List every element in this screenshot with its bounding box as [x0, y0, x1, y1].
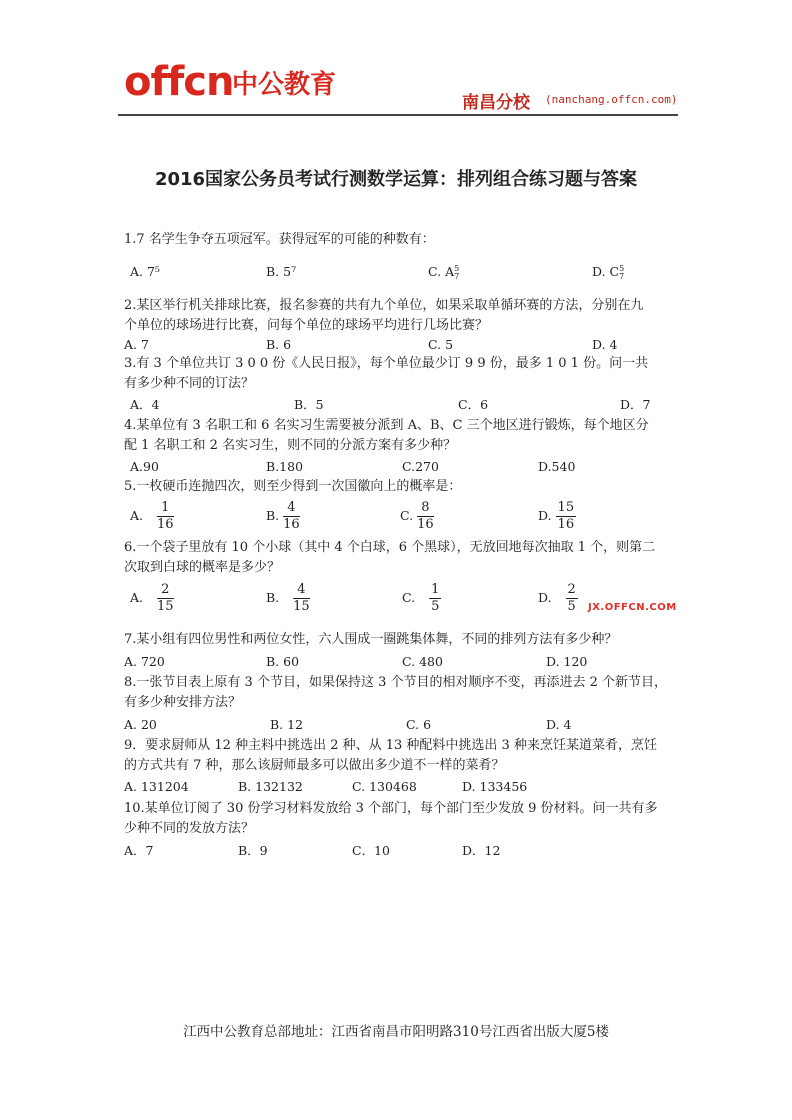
q1-option-a: A. 7⁵: [130, 264, 160, 279]
q6-b-label: B.: [266, 590, 280, 605]
branch-url: (nanchang.offcn.com): [545, 93, 678, 106]
q5-a-label: A.: [130, 508, 144, 523]
question-10: 10.某单位订阅了 30 份学习材料发放给 3 个部门，每个部门至少发放 9 份材料。问一共有多: [124, 801, 658, 816]
q1-option-c-label: C. A: [428, 264, 455, 279]
q2-option-d: D. 4: [592, 337, 618, 352]
q1-c-sub: 7: [454, 271, 460, 281]
q5-b-label: B.: [266, 508, 280, 523]
watermark: JX.OFFCN.COM: [588, 602, 677, 613]
q8-option-c: C. 6: [406, 717, 432, 732]
q9-option-d: D. 133456: [462, 779, 528, 794]
q7-option-d: D. 120: [546, 654, 588, 669]
q7-option-c: C. 480: [402, 654, 443, 669]
q8-option-b: B. 12: [270, 717, 304, 732]
question-7: 7.某小组有四位男性和两位女性，六人围成一圈跳集体舞，不同的排列方法有多少种？: [124, 632, 618, 647]
q8-option-d: D. 4: [546, 717, 572, 732]
q5-c-numerator: 8: [417, 500, 434, 517]
q6-a-numerator: 2: [157, 582, 174, 599]
q8-option-a: A. 20: [124, 717, 157, 732]
page-title: 2016国家公务员考试行测数学运算：排列组合练习题与答案: [154, 169, 638, 190]
q10-option-d: D．12: [462, 843, 501, 858]
q5-a-denominator: 16: [157, 517, 174, 532]
q5-c-denominator: 16: [417, 517, 434, 532]
q4-option-a: A.90: [130, 459, 159, 474]
q1-c-sup: 5: [454, 263, 460, 273]
q9-option-a: A. 131204: [124, 779, 189, 794]
branch-name: 南昌分校: [462, 93, 530, 113]
q9-option-b: B. 132132: [238, 779, 303, 794]
q1-option-b: B. 5⁷: [266, 264, 297, 279]
q5-b-denominator: 16: [283, 517, 300, 532]
q5-option-d: [538, 500, 576, 533]
q6-a-denominator: 15: [157, 599, 174, 614]
q9-option-c: C. 130468: [352, 779, 417, 794]
header-divider: [118, 114, 678, 116]
q2-option-c: C. 5: [428, 337, 454, 352]
q5-option-a: [130, 500, 174, 533]
q5-d-numerator: 15: [557, 500, 575, 515]
q2-option-a: A. 7: [124, 337, 149, 352]
q3-option-d: D．7: [620, 397, 651, 412]
q6-option-b: [266, 582, 310, 615]
q6-a-label: A.: [130, 590, 144, 605]
offcn-logo: offcn: [124, 59, 234, 105]
question-6: 6.一个袋子里放有 10 个小球（其中 4 个白球，6 个黑球），无放回地每次抽取 1 个，则第二: [124, 540, 656, 555]
question-4-line2: 配 1 名职工和 2 名实习生，则不同的分派方案有多少种？: [124, 438, 457, 453]
q6-c-denominator: 5: [431, 599, 440, 614]
q4-option-b: B.180: [266, 459, 304, 474]
q6-d-label: D.: [538, 590, 552, 605]
q1-option-d-label: D. C: [592, 264, 620, 279]
q2-option-b: B. 6: [266, 337, 292, 352]
question-10-line2: 少种不同的发放方法？: [124, 821, 255, 836]
q1-option-c: [428, 263, 459, 281]
q6-option-d: [538, 582, 578, 615]
question-9-line2: 的方式共有 7 种，那么该厨师最多可以做出多少道不一样的菜肴？: [124, 758, 505, 773]
q5-a-numerator: 1: [157, 500, 174, 517]
q7-option-b: B. 60: [266, 654, 300, 669]
q3-option-c: C．6: [458, 397, 489, 412]
q3-option-b: B．5: [294, 397, 324, 412]
q6-c-label: C.: [402, 590, 416, 605]
question-8-line2: 有多少种安排方法？: [124, 695, 242, 710]
q6-c-numerator: 1: [431, 582, 440, 597]
question-8: 8.一张节目表上原有 3 个节目，如果保持这 3 个节目的相对顺序不变，再添进去 2 个新节目，: [124, 675, 668, 690]
q6-d-denominator: 5: [567, 599, 576, 614]
q10-option-b: B．9: [238, 843, 268, 858]
question-5: 5.一枚硬币连抛四次，则至少得到一次国徽向上的概率是：: [124, 479, 462, 494]
question-2: 2.某区举行机关排球比赛，报名参赛的共有九个单位，如果采取单循环赛的方法，分别在九: [124, 298, 644, 313]
q6-option-c: [402, 582, 441, 615]
q5-option-c: [400, 500, 434, 533]
q3-option-a: A．4: [130, 397, 160, 412]
q6-d-numerator: 2: [567, 582, 576, 597]
q5-option-b: [266, 500, 300, 533]
footer-address: 江西中公教育总部地址：江西省南昌市阳明路310号江西省出版大厦5楼: [183, 1024, 609, 1040]
question-2-line2: 个单位的球场进行比赛，问每个单位的球场平均进行几场比赛？: [124, 318, 489, 333]
question-6-line2: 次取到白球的概率是多少？: [124, 560, 281, 575]
q4-option-c: C.270: [402, 459, 439, 474]
q5-b-numerator: 4: [283, 500, 300, 517]
q10-option-c: C．10: [352, 843, 390, 858]
question-4: 4.某单位有 3 名职工和 6 名实习生需要被分派到 A、B、C 三个地区进行锻炼，每个地区分: [124, 418, 649, 433]
question-3-line2: 有多少种不同的订法？: [124, 376, 255, 391]
q1-d-sup: 5: [619, 263, 625, 273]
q5-d-label: D.: [538, 508, 552, 523]
q6-b-numerator: 4: [293, 582, 310, 599]
question-9: 9．要求厨师从 12 种主料中挑选出 2 种、从 13 种配料中挑选出 3 种来烹饪某道菜肴，烹饪: [124, 738, 657, 753]
question-3: 3.有 3 个单位共订 3 0 0 份《人民日报》，每个单位最少订 9 9 份，最多 1 0 1 份。问一共: [124, 356, 649, 371]
q5-c-label: C.: [400, 508, 414, 523]
q10-option-a: A．7: [124, 843, 154, 858]
q6-option-a: [130, 582, 174, 615]
q5-d-denominator: 16: [557, 517, 575, 532]
q1-option-d: [592, 263, 624, 281]
question-1: 1.7 名学生争夺五项冠军。获得冠军的可能的种数有：: [124, 232, 435, 247]
brand-name: 中公教育: [232, 70, 337, 100]
q7-option-a: A. 720: [124, 654, 165, 669]
q4-option-d: D.540: [538, 459, 576, 474]
q1-d-sub: 7: [619, 271, 625, 281]
q6-b-denominator: 15: [293, 599, 310, 614]
